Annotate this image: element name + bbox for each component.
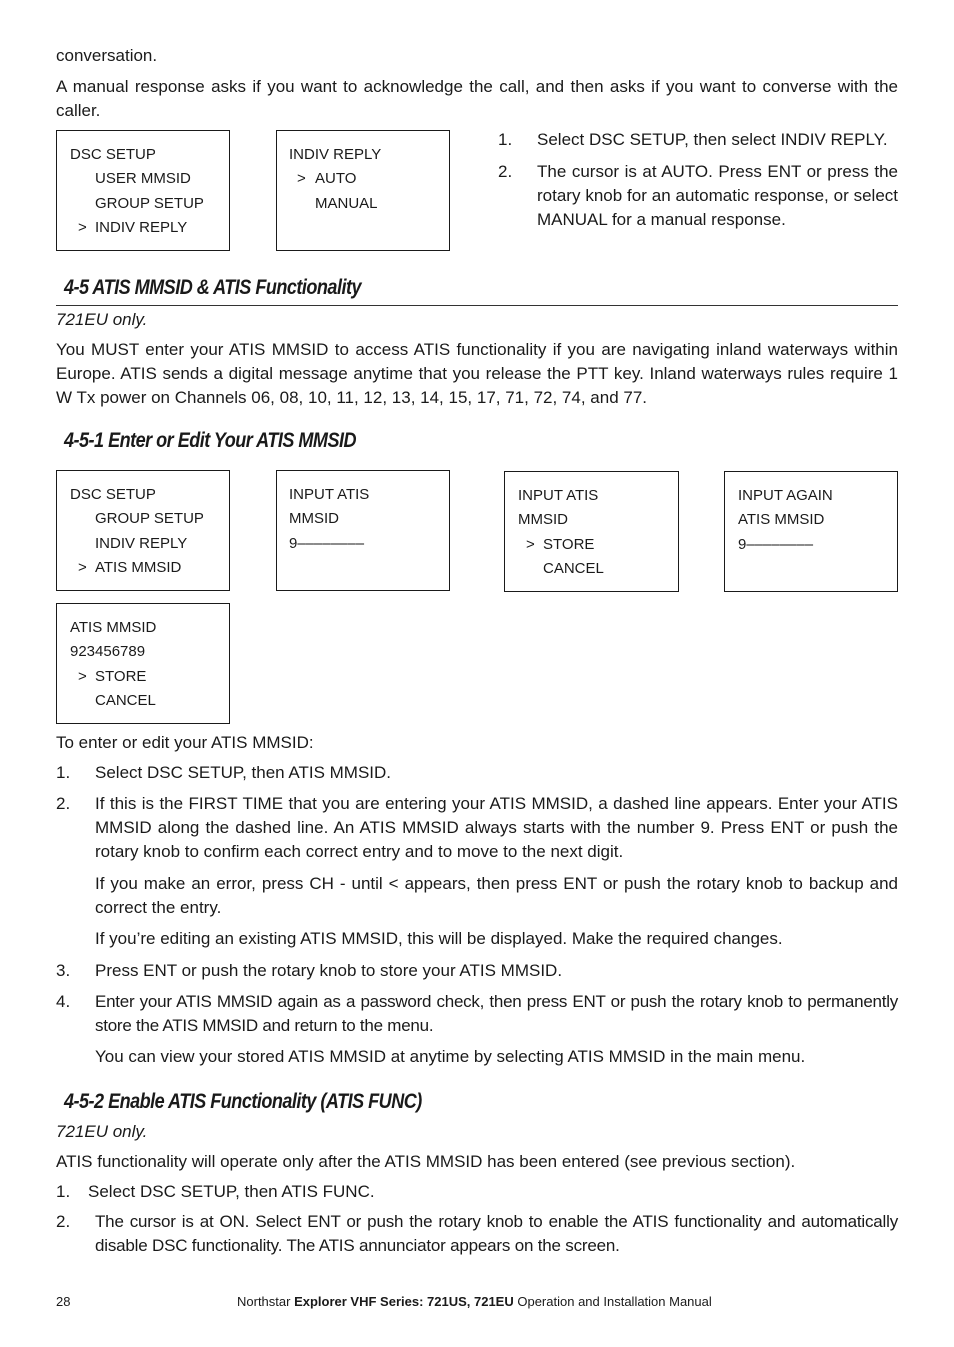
footer-product: Explorer VHF Series: 721US, 721EU (294, 1294, 514, 1309)
dashed-entry-line: 9–––––––– (289, 534, 365, 552)
screen-dsc-setup-atis (56, 470, 230, 591)
cursor-indicator: > (78, 218, 87, 236)
menu-item: GROUP SETUP (95, 510, 204, 528)
screen-line: MMSID (518, 511, 568, 529)
screen-line: ATIS MMSID (70, 619, 157, 636)
section-heading: 4-5 ATIS MMSID & ATIS Functionality (64, 276, 361, 299)
footer-title (237, 1294, 712, 1310)
menu-item-selected: INDIV REPLY (95, 218, 188, 236)
subsection-heading: 4-5-2 Enable ATIS Functionality (ATIS FUNC) (64, 1090, 422, 1113)
heading-rule (56, 305, 898, 306)
screen-stored-atis-mmsid (56, 603, 230, 724)
menu-item-selected: STORE (543, 535, 595, 553)
footer-brand: Northstar (237, 1294, 295, 1309)
step-text: Select DSC SETUP, then ATIS MMSID. (95, 763, 392, 782)
step-text: Select DSC SETUP, then select INDIV REPLY. (537, 130, 888, 149)
model-note: 721EU only. (56, 310, 148, 329)
menu-item: CANCEL (95, 691, 156, 709)
menu-item-selected: ATIS MMSID (95, 558, 182, 576)
menu-item: GROUP SETUP (95, 194, 204, 212)
screen-title: DSC SETUP (70, 146, 156, 163)
step-number: 2. (56, 794, 71, 813)
screen-title: DSC SETUP (70, 486, 156, 503)
step-note: If you make an error, press CH - until < appears, then press ENT or push the rotary knob to backup and correct the entry. (95, 874, 898, 917)
step-text: If this is the FIRST TIME that you are entering your ATIS MMSID, a dashed line appears. Enter your ATIS MMSID along the dashed line. An ATIS MMSID always starts with the number 9. Press ENT or push the rotary knob to confirm each correct entry and to move to the next digit. (95, 794, 898, 861)
screen-line: INPUT AGAIN (738, 487, 833, 504)
intro-paragraph: A manual response asks if you want to acknowledge the call, and then asks if you want to converse with the caller. (56, 77, 898, 120)
cursor-indicator: > (78, 558, 87, 576)
menu-item-selected: AUTO (315, 170, 357, 188)
footer-suffix: Operation and Installation Manual (513, 1294, 712, 1309)
step-text: The cursor is at ON. Select ENT or push the rotary knob to enable the ATIS functionality and automatically disable DSC functionality. The ATIS annunciator appears on the screen. (95, 1212, 898, 1255)
step-number: 4. (56, 992, 71, 1011)
menu-item: MANUAL (315, 194, 378, 212)
step-number: 2. (56, 1212, 71, 1231)
menu-item: INDIV REPLY (95, 534, 188, 552)
mmsid-value: 923456789 (70, 643, 146, 661)
menu-item-selected: STORE (95, 667, 147, 685)
cursor-indicator: > (526, 535, 535, 553)
step-text: Press ENT or push the rotary knob to store your ATIS MMSID. (95, 961, 563, 980)
step-text: Enter your ATIS MMSID again as a password check, then press ENT or push the rotary knob to permanently store the ATIS MMSID and return to the menu. (95, 992, 898, 1035)
page-number: 28 (56, 1294, 71, 1309)
screen-title: INDIV REPLY (289, 146, 382, 163)
step-text: Select DSC SETUP, then ATIS FUNC. (88, 1182, 375, 1201)
screen-line: ATIS MMSID (738, 511, 825, 529)
cursor-indicator: > (78, 667, 87, 685)
intro-fragment: conversation. (56, 46, 158, 65)
screen-confirm-atis-mmsid (504, 471, 679, 592)
dashed-entry-line: 9–––––––– (738, 535, 814, 553)
screen-line: INPUT ATIS (289, 486, 370, 503)
procedure-lead: To enter or edit your ATIS MMSID: (56, 733, 314, 752)
step-number: 1. (498, 130, 513, 149)
step-note: You can view your stored ATIS MMSID at anytime by selecting ATIS MMSID in the main menu. (95, 1047, 806, 1066)
screen-line: INPUT ATIS (518, 487, 599, 504)
screen-indiv-reply-menu (276, 130, 450, 251)
step-note: If you’re editing an existing ATIS MMSID, this will be displayed. Make the required changes. (95, 929, 783, 948)
screen-input-atis-mmsid (276, 470, 450, 591)
cursor-indicator: > (297, 170, 306, 188)
section-paragraph: You MUST enter your ATIS MMSID to access ATIS functionality if you are navigating inland waterways within Europe. ATIS sends a digital message anytime that you release the PTT key. Inland waterways rules require 1 W Tx power on Channels 06, 08, 10, 11, 12, 13, 14, 15, 17, 71, 72, 74, and 77. (56, 340, 898, 407)
menu-item: USER MMSID (95, 170, 191, 188)
step-number: 3. (56, 961, 71, 980)
screen-input-again (724, 471, 898, 592)
step-number: 1. (56, 763, 71, 782)
subsection-heading: 4-5-1 Enter or Edit Your ATIS MMSID (64, 429, 357, 452)
model-note: 721EU only. (56, 1122, 148, 1141)
menu-item: CANCEL (543, 559, 604, 577)
screen-line: MMSID (289, 510, 339, 528)
screen-dsc-setup-menu (56, 130, 230, 251)
section-paragraph: ATIS functionality will operate only after the ATIS MMSID has been entered (see previous section). (56, 1152, 796, 1171)
step-text: The cursor is at AUTO. Press ENT or press the rotary knob for an automatic response, or select MANUAL for a manual response. (537, 162, 898, 229)
step-number: 2. (498, 162, 513, 181)
step-number: 1. (56, 1182, 71, 1201)
